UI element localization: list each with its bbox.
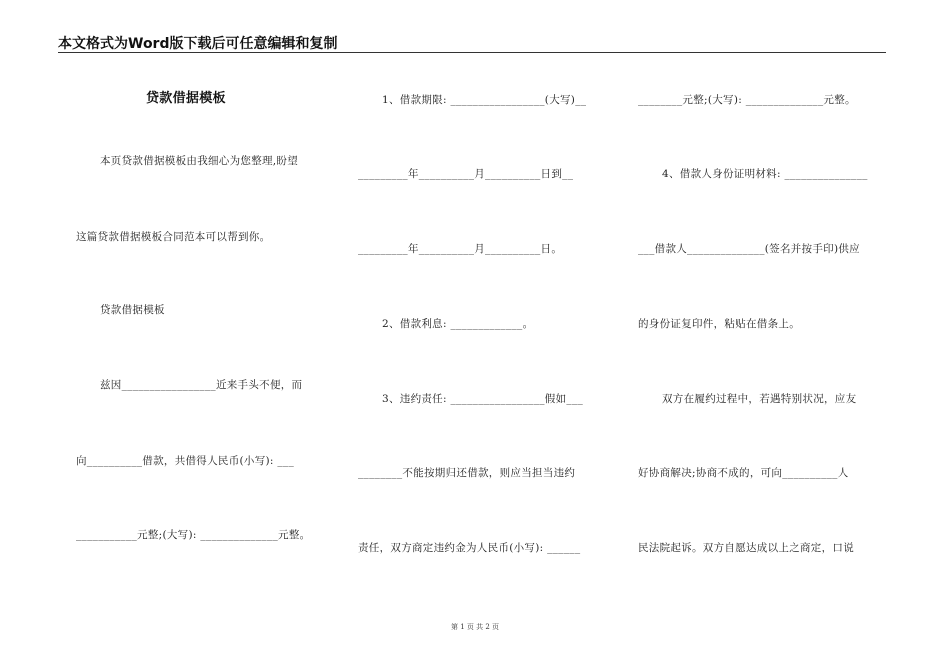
paragraph-line: 贷款借据模板 xyxy=(100,304,165,316)
paragraph-line: 责任，双方商定违约金为人民币(小写): ______ xyxy=(358,542,581,554)
paragraph-line: 兹因_________________近来手头不便，而 xyxy=(100,379,303,391)
paragraph-line: _________年__________月__________日到__ xyxy=(358,168,574,180)
paragraph-line: ___借款人______________(签名并按手印)供应 xyxy=(638,243,860,255)
paragraph-line: ___________元整;(大写): ______________元整。 xyxy=(76,529,311,541)
paragraph-line: ________不能按期归还借款，则应当担当违约 xyxy=(358,467,576,479)
page-header: 本文格式为Word版下载后可任意编辑和复制 xyxy=(58,36,338,52)
paragraph-line: 本页贷款借据模板由我细心为您整理,盼望 xyxy=(100,155,299,167)
paragraph-line: 好协商解决;协商不成的，可向__________人 xyxy=(638,467,849,479)
paragraph-line: 3、违约责任: _________________假如___ xyxy=(382,393,584,405)
document-title: 贷款借据模板 xyxy=(146,91,226,106)
paragraph-line: ________元整;(大写): ______________元整。 xyxy=(638,94,856,106)
paragraph-line: 1、借款期限: _________________(大写)__ xyxy=(382,94,587,106)
paragraph-line: 向__________借款，共借得人民币(小写): ___ xyxy=(76,455,295,467)
paragraph-line: 2、借款利息: _____________。 xyxy=(382,318,534,330)
page-number: 第 1 页 共 2 页 xyxy=(450,623,500,631)
paragraph-line: 双方在履约过程中，若遇特别状况，应友 xyxy=(662,393,857,405)
paragraph-line: _________年__________月__________日。 xyxy=(358,243,563,255)
paragraph-line: 的身份证复印件，粘贴在借条上。 xyxy=(638,318,800,330)
paragraph-line: 4、借款人身份证明材料: _______________ xyxy=(662,168,868,180)
header-divider xyxy=(58,52,886,53)
paragraph-line: 这篇贷款借据模板合同范本可以帮到你。 xyxy=(76,231,271,243)
paragraph-line: 民法院起诉。双方自愿达成以上之商定，口说 xyxy=(638,542,854,554)
